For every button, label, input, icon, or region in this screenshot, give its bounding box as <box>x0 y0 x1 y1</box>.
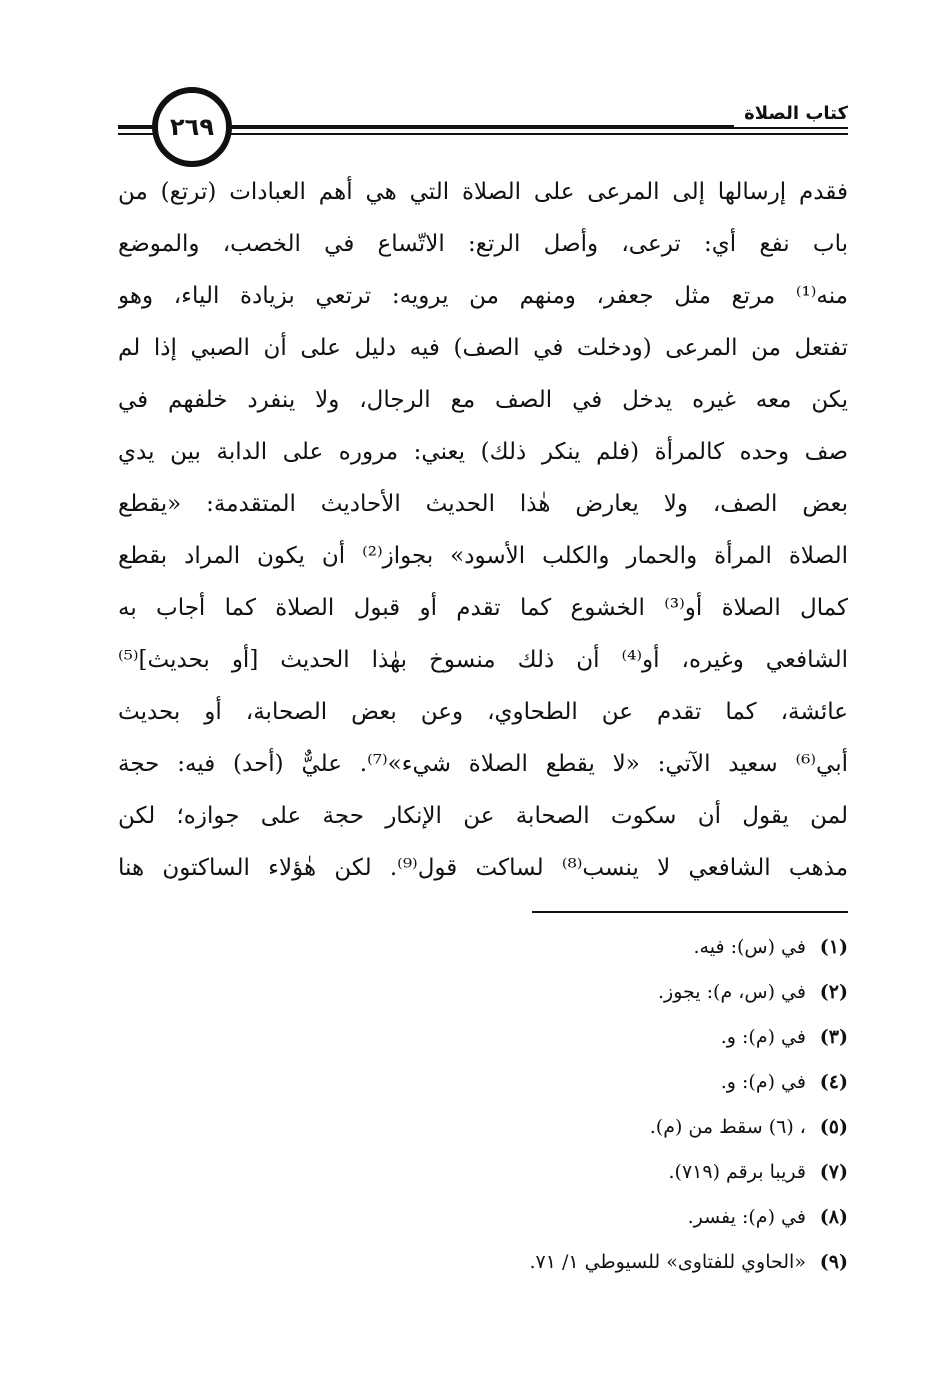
footnote <box>248 1105 848 1150</box>
text-line: يكن معه غيره يدخل في الصف مع الرجال، ولا ينفرد خلفهم في <box>118 387 848 413</box>
footnote-number: (٩) <box>819 1251 848 1273</box>
footnote-text: في (س): فيه. <box>693 936 806 958</box>
text-line: الصلاة المرأة والحمار والكلب الأسود» بجواز⁽²⁾ أن يكون المراد بقطع <box>118 543 848 569</box>
text-line: الشافعي وغيره، أو⁽⁴⁾ أن ذلك منسوخ بهٰذا الحديث [أو بحديث]⁽⁵⁾ <box>118 647 848 673</box>
footnote-text: ، (٦) سقط من (م). <box>649 1116 806 1138</box>
footnote-text: في (م): يفسر. <box>687 1206 806 1228</box>
footnote-number: (٧) <box>819 1161 848 1183</box>
text-line: كمال الصلاة أو⁽³⁾ الخشوع كما تقدم أو قبول الصلاة كما أجاب به <box>118 595 848 621</box>
footnote <box>248 1060 848 1105</box>
footnote <box>248 1150 848 1195</box>
text-line: لمن يقول أن سكوت الصحابة عن الإنكار حجة على جوازه؛ لكن <box>118 803 848 829</box>
footnote-text: في (س، م): يجوز. <box>658 981 806 1003</box>
footnote <box>248 1240 848 1285</box>
text-line: مذهب الشافعي لا ينسب⁽⁸⁾ لساكت قول⁽⁹⁾. لكن هٰؤلاء الساكتون هنا <box>118 855 848 881</box>
page-number-badge <box>152 87 232 167</box>
page-header <box>118 85 848 175</box>
text-line: منه⁽¹⁾ مرتع مثل جعفر، ومنهم من يرويه: ترتعي بزيادة الياء، وهو <box>118 283 848 309</box>
footnote-number: (٥) <box>819 1116 848 1138</box>
text-line: فقدم إرسالها إلى المرعى على الصلاة التي هي أهم العبادات (ترتع) من <box>118 179 848 205</box>
footnote <box>248 970 848 1015</box>
running-title: كتاب الصلاة <box>734 101 848 127</box>
footnote <box>248 1195 848 1240</box>
footnote-number: (١) <box>819 936 848 958</box>
text-line: تفتعل من المرعى (ودخلت في الصف) فيه دليل على أن الصبي إذا لم <box>118 335 848 361</box>
footnote-text: قريبا برقم (٧١٩). <box>668 1161 806 1183</box>
text-line: عائشة، كما تقدم عن الطحاوي، وعن بعض الصحابة، أو بحديث <box>118 699 848 725</box>
footnote <box>248 925 848 970</box>
footnote-text: في (م): و. <box>720 1026 806 1048</box>
footnotes <box>248 925 848 1285</box>
footnote-text: في (م): و. <box>720 1071 806 1093</box>
page-number: ٢٦٩ <box>170 113 214 141</box>
footnote-number: (٨) <box>819 1206 848 1228</box>
footnote-separator <box>532 911 848 913</box>
footnote <box>248 1015 848 1060</box>
footnote-number: (٢) <box>819 981 848 1003</box>
footnote-number: (٣) <box>819 1026 848 1048</box>
main-text <box>118 166 848 894</box>
text-line: أبي⁽⁶⁾ سعيد الآتي: «لا يقطع الصلاة شيء»⁽⁷⁾. عليٌّ (أحد) فيه: حجة <box>118 751 848 777</box>
footnote-text: «الحاوي للفتاوى» للسيوطي ١/ ٧١. <box>529 1251 806 1273</box>
footnote-number: (٤) <box>819 1071 848 1093</box>
text-line: صف وحده كالمرأة (فلم ينكر ذلك) يعني: مروره على الدابة بين يدي <box>118 439 848 465</box>
text-line: بعض الصف، ولا يعارض هٰذا الحديث الأحاديث المتقدمة: «يقطع <box>118 491 848 517</box>
text-line: باب نفع أي: ترعى، وأصل الرتع: الاتّساع في الخصب، والموضع <box>118 231 848 257</box>
